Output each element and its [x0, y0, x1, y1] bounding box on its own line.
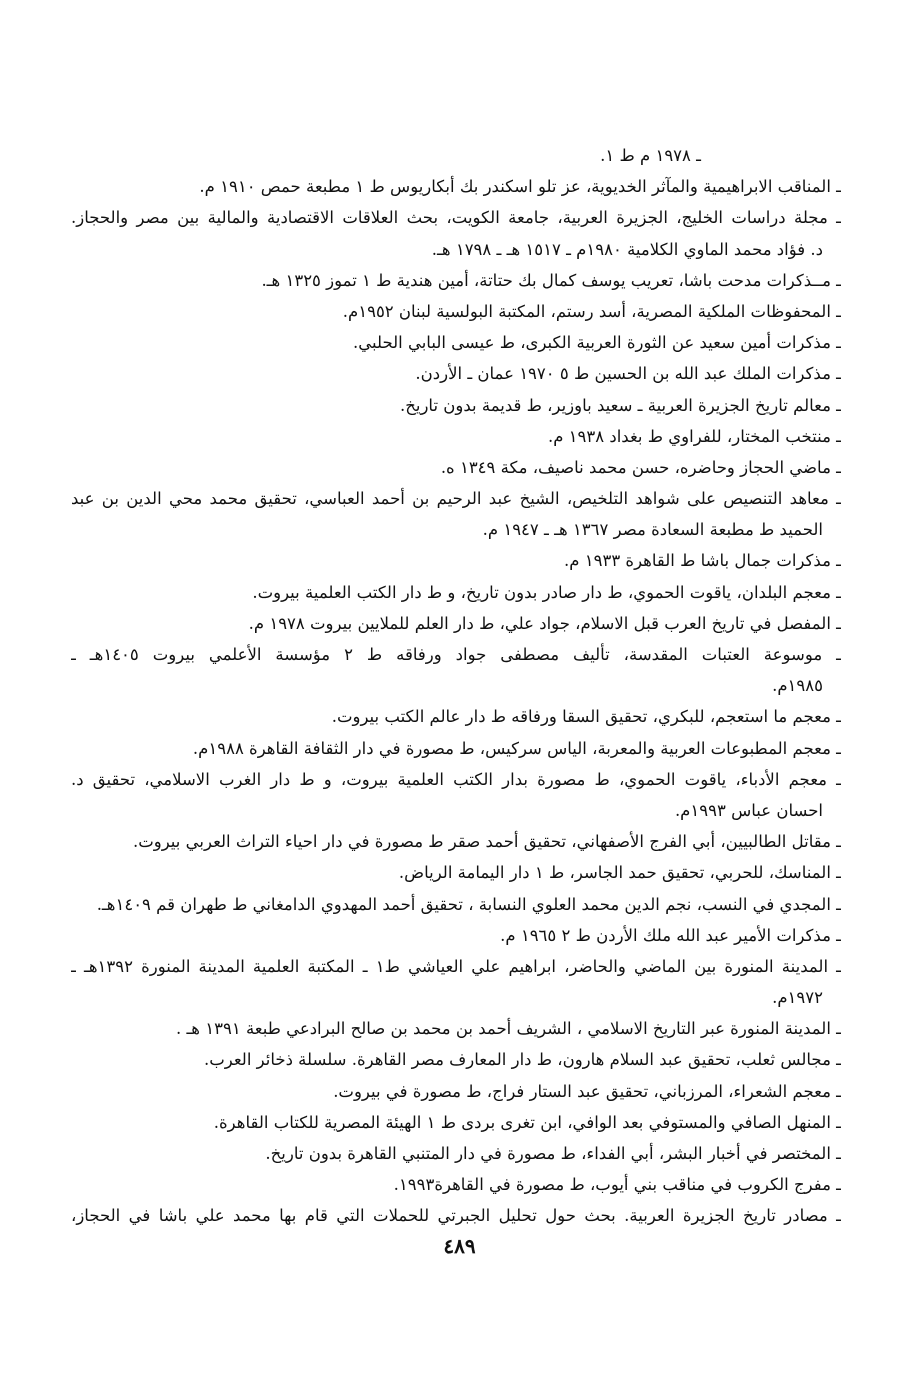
bibliography-line: الحميد ط مطبعة السعادة مصر ١٣٦٧ هـ ـ ١٩٤٧ م. — [482, 520, 823, 540]
bibliography-line: ـ المدينة المنورة بين الماضي والحاضر، ابراهيم علي العياشي ط١ ـ المكتبة العلمية المدينة المنورة ١٣٩٢هـ ـ — [71, 956, 841, 976]
bibliography-line: ـ مذكرات الأمير عبد الله ملك الأردن ط ٢ ١٩٦٥ م. — [500, 925, 841, 945]
bibliography-line: ـ المنهل الصافي والمستوفي بعد الوافي، ابن تغرى بردى ط ١ الهيئة المصرية للكتاب القاهرة. — [213, 1112, 841, 1132]
bibliography-line: ـ مجلة دراسات الخليج، الجزيرة العربية، جامعة الكويت، بحث العلاقات الاقتصادية والمالية بين مصر والحجاز. — [71, 208, 841, 228]
bibliography-line: ـ معاهد التنصيص على شواهد التلخيص، الشيخ عبد الرحيم بن أحمد العباسي، تحقيق محمد محي الدين بن عبد — [71, 489, 841, 509]
bibliography-line: ـ مقاتل الطالبيين، أبي الفرج الأصفهاني، تحقيق أحمد صقر ط مصورة في دار احياء التراث العربي بيروت. — [132, 832, 841, 852]
bibliography-line: ـ مذكرات جمال باشا ط القاهرة ١٩٣٣ م. — [564, 551, 841, 571]
bibliography-line: ـ مذكرات الملك عبد الله بن الحسين ط ٥ ١٩٧٠ عمان ـ الأردن. — [415, 364, 841, 384]
bibliography-list — [71, 140, 841, 1232]
bibliography-line: ـ مفرج الكروب في مناقب بني أيوب، ط مصورة في القاهرة١٩٩٣. — [393, 1175, 841, 1195]
bibliography-line: ـ معجم الأدباء، ياقوت الحموي، ط مصورة بدار الكتب العلمية بيروت، و ط دار الغرب الاسلامي، تحقيق د. — [71, 769, 841, 789]
bibliography-line: ـ ماضي الحجاز وحاضره، حسن محمد ناصيف، مكة ١٣٤٩ ه. — [440, 457, 841, 477]
bibliography-line: ـ المحفوظات الملكية المصرية، أسد رستم، المكتبة البولسية لبنان ١٩٥٢م. — [342, 301, 841, 321]
bibliography-line: ـ ١٩٧٨ م ط ١. — [600, 146, 701, 165]
bibliography-line: ـ المناسك، للحربي، تحقيق حمد الجاسر، ط ١ دار اليمامة الرياض. — [398, 863, 841, 883]
bibliography-line: ـ المدينة المنورة عبر التاريخ الاسلامي ، الشريف أحمد بن محمد بن صالح البرادعي طبعة ١٣٩١ هـ . — [175, 1019, 841, 1039]
bibliography-line: ـ معجم الشعراء، المرزباني، تحقيق عبد الستار فراج، ط مصورة في بيروت. — [333, 1081, 841, 1101]
bibliography-line: ـ المجدي في النسب، نجم الدين محمد العلوي النسابة ، تحقيق أحمد المهدوي الدامغاني ط طهران قم ١٤٠٩هـ. — [96, 894, 841, 914]
bibliography-line: ـ معجم ما استعجم، للبكري، تحقيق السقا ورفاقه ط دار عالم الكتب بيروت. — [331, 707, 841, 727]
bibliography-line: ـ المناقب الابراهيمية والمآثر الخديوية، عز تلو اسكندر بك أبكاريوس ط ١ مطبعة حمص ١٩١٠ م. — [199, 177, 841, 197]
bibliography-line: ـ معجم البلدان، ياقوت الحموي، ط دار صادر بدون تاريخ، و ط دار الكتب العلمية بيروت. — [252, 582, 841, 602]
bibliography-line: ـ مجالس ثعلب، تحقيق عبد السلام هارون، ط دار المعارف مصر القاهرة. سلسلة ذخائر العرب. — [203, 1050, 841, 1070]
bibliography-line: ـ المختصر في أخبار البشر، أبي الفداء، ط مصورة في دار المتنبي القاهرة بدون تاريخ. — [265, 1144, 841, 1163]
bibliography-line: ـ مــذكرات مدحت باشا، تعريب يوسف كمال بك حتاتة، أمين هندية ط ١ تموز ١٣٢٥ هـ. — [261, 270, 841, 290]
bibliography-line: احسان عباس ١٩٩٣م. — [674, 800, 823, 820]
bibliography-line: ـ مذكرات أمين سعيد عن الثورة العربية الكبرى، ط عيسى البابي الحلبي. — [353, 333, 841, 353]
bibliography-line: ـ مصادر تاريخ الجزيرة العربية. بحث حول تحليل الجبرتي للحملات التي قام بها محمد علي باشا في الحجاز، — [71, 1206, 841, 1226]
bibliography-line: ١٩٧٢م. — [772, 988, 823, 1008]
bibliography-line: ١٩٨٥م. — [772, 676, 823, 696]
bibliography-line: ـ منتخب المختار، للفراوي ط بغداد ١٩٣٨ م. — [547, 426, 841, 446]
bibliography-line: ـ معجم المطبوعات العربية والمعربة، الياس سركيس، ط مصورة في دار الثقافة القاهرة ١٩٨٨م. — [192, 738, 841, 758]
page-number: ٤٨٩ — [443, 1234, 476, 1258]
bibliography-line: ـ معالم تاريخ الجزيرة العربية ـ سعيد باوزير، ط قديمة بدون تاريخ. — [399, 395, 841, 415]
bibliography-line: ـ موسوعة العتبات المقدسة، تأليف مصطفى جواد ورفاقه ط ٢ مؤسسة الأعلمي بيروت ١٤٠٥هـ ـ — [71, 645, 841, 664]
bibliography-line: د. فؤاد محمد الماوي الكلامية ١٩٨٠م ـ ١٥١٧ هـ ـ ١٧٩٨ هـ. — [431, 239, 823, 259]
bibliography-line: ـ المفصل في تاريخ العرب قبل الاسلام، جواد علي، ط دار العلم للملايين بيروت ١٩٧٨ م. — [248, 613, 841, 633]
